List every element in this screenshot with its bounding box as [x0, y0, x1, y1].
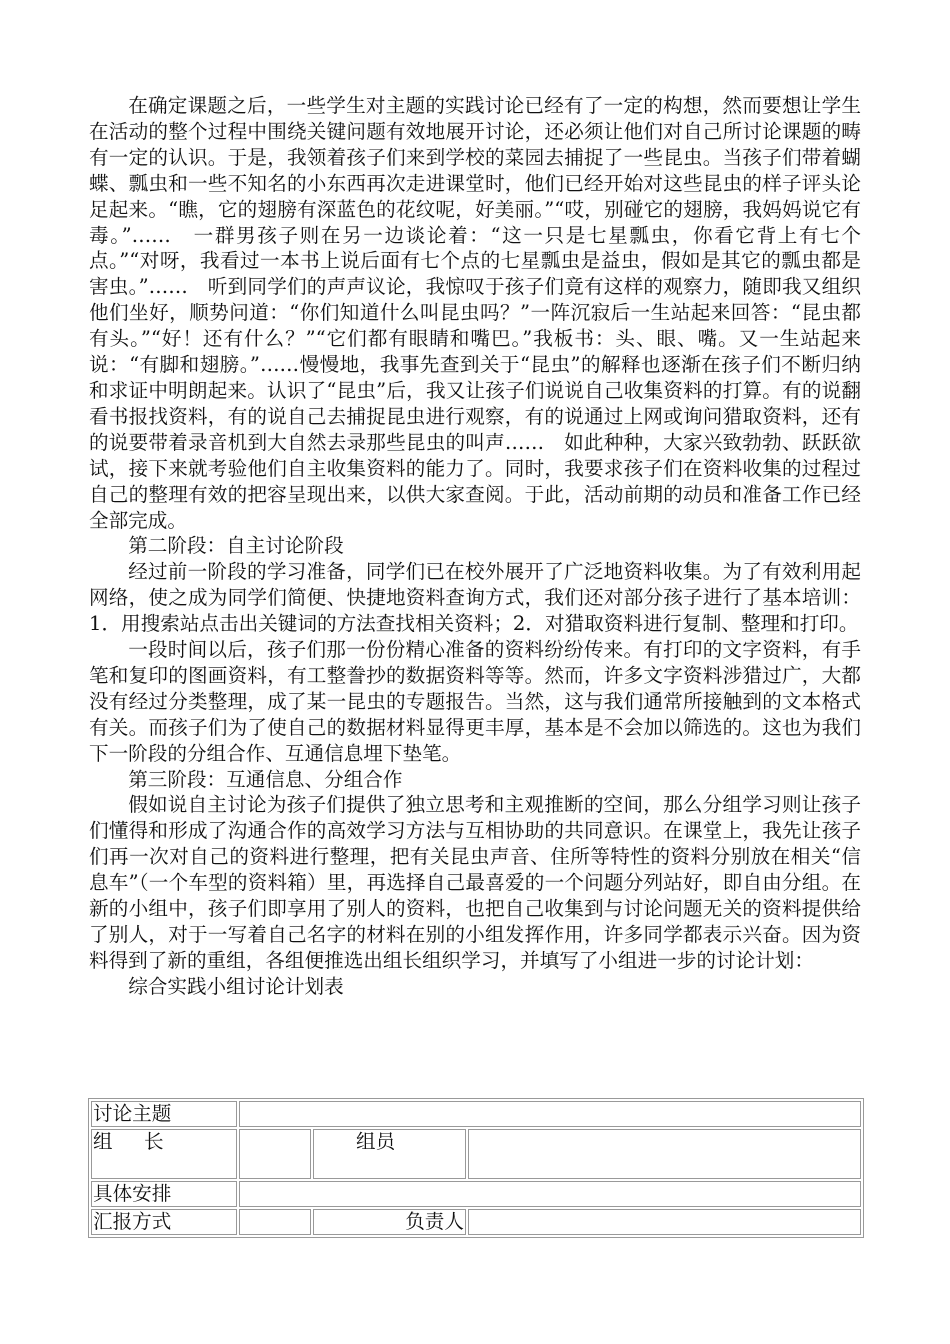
table-caption: 综合实践小组讨论计划表 — [128, 974, 344, 998]
heading-stage-three: 第三阶段：互通信息、分组合作 — [128, 767, 403, 791]
report-cell[interactable] — [239, 1209, 311, 1235]
paragraph-stage-three: 假如说自主讨论为孩子们提供了独立思考和主观推断的空间，那么分组学习则让孩子们懂得和形成了沟通合作的高效学习方法与互相协助的共同意识。在课堂上，我先让孩子们再一次对自己的资料进行整理，把有关昆虫声音、住所等特性的资料分别放在相关“信息车”（一个车型的资料箱）里，再选择自己最喜爱的一个问题分列站好，即自由分组。在新的小组中，孩子们即享用了别人的资料，也把自己收集到与讨论问题无关的资料提供给了别人，对于一写着自己名字的材料在别的小组发挥作用，许多同学都表示兴奋。因为资料得到了新的重组，各组便推选出组长组织学习，并填写了小组进一步的讨论计划： — [89, 793, 861, 972]
table-row — [91, 1209, 861, 1235]
responsible-label: 负责人 — [313, 1209, 466, 1235]
member-label: 组员 — [313, 1129, 466, 1179]
member-cell[interactable] — [468, 1129, 861, 1179]
table-row — [91, 1181, 861, 1207]
paragraph-materials: 一段时间以后，孩子们那一份份精心准备的资料纷纷传来。有打印的文字资料，有手笔和复印的图画资料，有工整誊抄的数据资料等等。然而，许多文字资料涉猎过广，大都没有经过分类整理，成了某一昆虫的专题报告。当然，这与我们通常所接触到的文本格式有关。而孩子们为了使自己的数据材料显得更丰厚，基本是不会加以筛选的。这也为我们下一阶段的分组合作、互通信息埋下垫笔。 — [89, 638, 861, 765]
discussion-plan-table — [88, 1098, 864, 1238]
table-row — [91, 1129, 861, 1179]
arrangement-cell[interactable] — [239, 1181, 861, 1207]
leader-label: 组长 — [91, 1129, 237, 1179]
table-row — [91, 1101, 861, 1127]
topic-label: 讨论主题 — [91, 1101, 237, 1127]
leader-cell[interactable] — [239, 1129, 311, 1179]
arrangement-label: 具体安排 — [91, 1181, 237, 1207]
responsible-cell[interactable] — [468, 1209, 861, 1235]
paragraph-intro: 在确定课题之后，一些学生对主题的实践讨论已经有了一定的构想，然而要想让学生在活动的整个过程中围绕关键问题有效地展开讨论，还必须让他们对自己所讨论课题的畴有一定的认识。于是，我领着孩子们来到学校的菜园去捕捉了一些昆虫。当孩子们带着蝴蝶、瓢虫和一些不知名的小东西再次走进课堂时，他们已经开始对这些昆虫的样子评头论足起来。“瞧，它的翅膀有深蓝色的花纹呢，好美丽。”“哎，别碰它的翅膀，我妈妈说它有毒。”…… 一群男孩子则在另一边谈论着：“这一只是七星瓢虫，你看它背上有七个点。”“对呀，我看过一本书上说后面有七个点的七星瓢虫是益虫，假如是其它的瓢虫都是害虫。”…… 听到同学们的声声议论，我惊叹于孩子们竟有这样的观察力，随即我又组织他们坐好，顺势问道：“你们知道什么叫昆虫吗？”一阵沉寂后一生站起来回答：“昆虫都有头。”“好！还有什么？”“它们都有眼睛和嘴巴。”我板书：头、眼、嘴。又一生站起来说：“有脚和翅膀。”……慢慢地，我事先查到关于“昆虫”的解释也逐渐在孩子们不断归纳和求证中明朗起来。认识了“昆虫”后，我又让孩子们说说自己收集资料的打算。有的说翻看书报找资料，有的说自己去捕捉昆虫进行观察，有的说通过上网或询问猎取资料，还有的说要带着录音机到大自然去录那些昆虫的叫声…… 如此种种，大家兴致勃勃、跃跃欲试，接下来就考验他们自主收集资料的能力了。同时，我要求孩子们在资料收集的过程过自己的整理有效的把容呈现出来，以供大家查阅。于此，活动前期的动员和准备工作已经全部完成。 — [89, 94, 861, 532]
document-body — [89, 93, 861, 1000]
report-label: 汇报方式 — [91, 1209, 237, 1235]
heading-stage-two: 第二阶段：自主讨论阶段 — [128, 534, 344, 558]
paragraph-stage-two: 经过前一阶段的学习准备，同学们已在校外展开了广泛地资料收集。为了有效利用起网络，使之成为同学们简便、快捷地资料查询方式，我们还对部分孩子进行了基本培训：1．用搜索站点击出关键词的方法查找相关资料；2．对猎取资料进行复制、整理和打印。 — [89, 560, 861, 636]
topic-cell[interactable] — [239, 1101, 861, 1127]
